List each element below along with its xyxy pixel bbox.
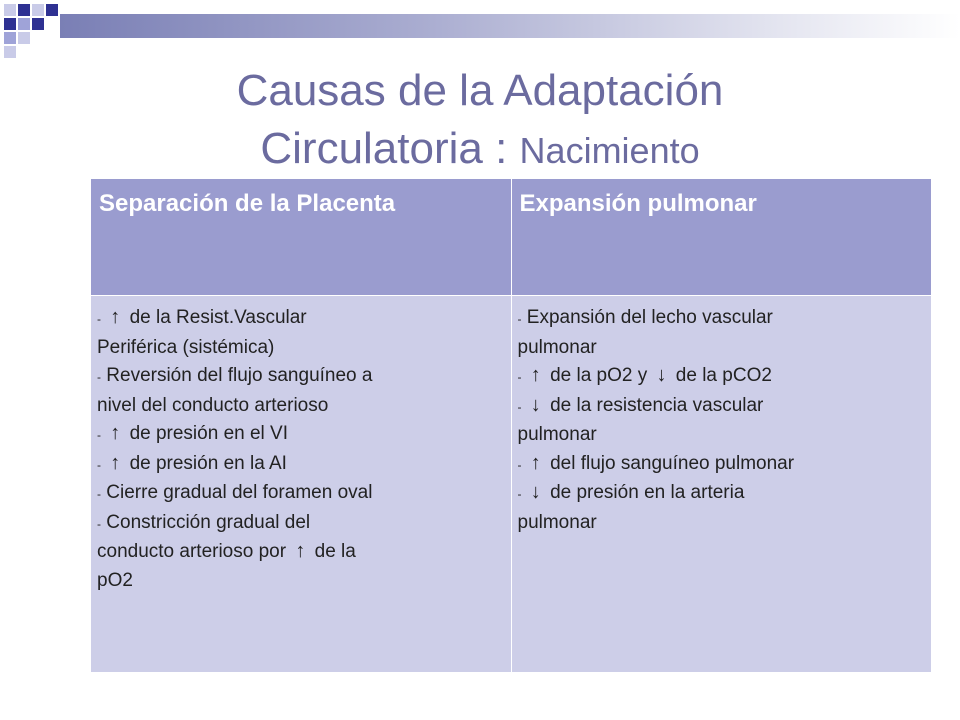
list-item (518, 362, 926, 392)
table-header-row (91, 179, 932, 296)
table-body-row (91, 296, 932, 673)
header-pulmonar: Expansión pulmonar (511, 179, 932, 296)
list-item-text: de la pCO2 (675, 365, 772, 386)
list-item (97, 509, 505, 539)
list-item (97, 334, 505, 363)
list-item-text: de presión en la arteria (550, 482, 745, 503)
list-item-text: de presión en el VI (129, 423, 289, 444)
list-dash: - (517, 457, 522, 472)
list-dash: - (97, 312, 101, 326)
title-line-2-small: Nacimiento (519, 130, 700, 171)
list-dash: - (517, 399, 522, 414)
list-item-text: conducto arterioso por (97, 541, 287, 562)
list-dash: - (97, 516, 101, 531)
list-item-text: de presión en la AI (129, 452, 287, 474)
list-item-text: Periférica (sistémica) (97, 336, 275, 358)
list-item-text: pulmonar (517, 424, 597, 445)
list-item (518, 479, 926, 509)
slide-title (80, 62, 880, 180)
arrow-down-icon: ↓ (530, 481, 541, 503)
decor-square (4, 46, 16, 58)
list-item-text: Expansión del lecho vascular (526, 307, 773, 328)
decor-square (32, 18, 44, 30)
header-placenta: Separación de la Placenta (91, 179, 512, 296)
list-item-text: Constricción gradual del (106, 511, 311, 533)
arrow-up-icon: ↑ (530, 364, 541, 386)
arrow-up-icon: ↑ (295, 540, 306, 562)
list-item (518, 304, 926, 334)
list-dash: - (97, 428, 101, 442)
arrow-up-icon: ↑ (110, 422, 121, 444)
list-item-text: pO2 (97, 569, 133, 591)
list-item (518, 392, 926, 422)
decor-square (18, 4, 30, 16)
list-dash: - (97, 487, 101, 501)
list-item-text: pulmonar (517, 511, 597, 533)
list-item-text: Cierre gradual del foramen oval (106, 482, 373, 503)
decor-square (18, 18, 30, 30)
list-item (97, 392, 505, 421)
list-item (97, 567, 505, 596)
list-item-text: de la (314, 541, 356, 562)
list-item (518, 509, 926, 538)
list-dash: - (97, 457, 101, 472)
title-line-2-main: Circulatoria : (260, 124, 520, 173)
list-item (518, 421, 926, 450)
arrow-up-icon: ↑ (110, 451, 121, 474)
list-item (97, 420, 505, 450)
list-item-text: Reversión del flujo sanguíneo a (106, 365, 373, 386)
list-item (518, 450, 926, 480)
list-item (97, 450, 505, 480)
list-item-text: de la Resist.Vascular (129, 307, 307, 328)
title-line-2 (80, 120, 880, 180)
list-item-text: nivel del conducto arterioso (97, 394, 329, 416)
arrow-up-icon: ↑ (530, 451, 541, 474)
decor-square (4, 18, 16, 30)
arrow-down-icon: ↓ (530, 393, 541, 416)
arrow-up-icon: ↑ (110, 306, 121, 328)
decor-square (46, 4, 58, 16)
list-item (97, 538, 505, 567)
list-item (518, 334, 926, 363)
decor-square (4, 4, 16, 16)
causes-table (90, 178, 932, 673)
cell-placenta (91, 296, 512, 673)
list-item (97, 304, 505, 334)
cell-pulmonar (511, 296, 932, 673)
decor-square (32, 4, 44, 16)
header-gradient-bar (60, 14, 960, 38)
list-dash: - (97, 370, 101, 384)
list-item-text: de la resistencia vascular (550, 394, 764, 416)
list-item-text: de la pO2 y (550, 365, 648, 386)
list-dash: - (517, 312, 522, 326)
list-item (97, 362, 505, 392)
list-dash: - (517, 370, 522, 384)
arrow-down-icon: ↓ (656, 364, 667, 386)
list-dash: - (517, 487, 522, 501)
decor-square (18, 32, 30, 44)
list-item-text: del flujo sanguíneo pulmonar (550, 452, 795, 474)
decor-square (4, 32, 16, 44)
list-item-text: pulmonar (517, 336, 597, 358)
list-item (97, 479, 505, 509)
title-line-1: Causas de la Adaptación (236, 66, 724, 115)
